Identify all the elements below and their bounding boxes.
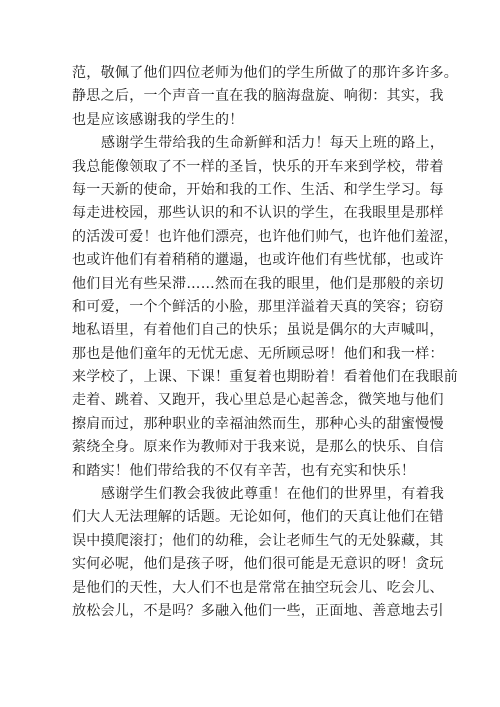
text-line: 萦绕全身。原来作为教师对于我来说，是那么的快乐、自信 <box>72 439 444 456</box>
text-line: 也是应该感谢我的学生的！ <box>72 111 244 128</box>
text-line: 放松会儿，不是吗？多融入他们一些，正面地、善意地去引 <box>72 602 444 619</box>
text-line: 范，敬佩了他们四位老师为他们的学生所做了的那许多许多。 <box>72 65 459 81</box>
text-line: 是他们的天性，大人们不也是常常在抽空玩会儿、吃会儿、 <box>72 579 444 596</box>
text-line: 走着、跳着、又跑开，我心里总是心起善念，微笑地与他们 <box>72 392 444 409</box>
text-line: 地私语里，有着他们自己的快乐；虽说是偶尔的大声喊叫， <box>72 322 444 339</box>
text-line: 他们目光有些呆滞……然而在我的眼里，他们是那般的亲切 <box>72 275 444 292</box>
text-line: 每走进校园，那些认识的和不认识的学生，在我眼里是那样 <box>72 205 444 222</box>
paragraph-2 <box>72 132 459 483</box>
text-line: 那也是他们童年的无忧无虑、无所顾忌呀！他们和我一样： <box>72 345 444 362</box>
text-line: 我总能像领取了不一样的圣旨，快乐的开车来到学校，带着 <box>72 158 444 175</box>
text-line: 的活泼可爱！也许他们漂亮，也许他们帅气，也许他们羞涩， <box>72 228 459 245</box>
text-line: 误中摸爬滚打；他们的幼稚，会让老师生气的无处躲藏，其 <box>72 532 444 549</box>
text-line: 实何必呢，他们是孩子呀，他们很可能是无意识的呀！贪玩 <box>72 556 444 573</box>
text-line: 感谢学生们教会我彼此尊重！在他们的世界里，有着我 <box>101 486 445 503</box>
text-line: 来学校了，上课、下课！重复着也期盼着！看着他们在我眼前 <box>72 369 459 386</box>
paragraph-3 <box>72 483 452 623</box>
text-line: 也或许他们有着稍稍的邋遢，也或许他们有些忧郁，也或许 <box>72 252 444 269</box>
text-line: 们大人无法理解的话题。无论如何，他们的天真让他们在错 <box>72 509 444 526</box>
text-line: 每一天新的使命，开始和我的工作、生活、和学生学习。每 <box>72 181 444 198</box>
document-body <box>72 62 459 623</box>
paragraph-1 <box>72 62 459 132</box>
text-line: 擦肩而过，那种职业的幸福油然而生，那种心头的甜蜜慢慢 <box>72 415 444 432</box>
text-line: 和踏实！他们带给我的不仅有辛苦，也有充实和快乐！ <box>72 462 416 479</box>
text-line: 感谢学生带给我的生命新鲜和活力！每天上班的路上， <box>101 135 445 152</box>
text-line: 静思之后，一个声音一直在我的脑海盘旋、响彻：其实，我 <box>72 88 444 105</box>
text-line: 和可爱，一个个鲜活的小脸，那里洋溢着天真的笑容；窃窃 <box>72 298 444 315</box>
